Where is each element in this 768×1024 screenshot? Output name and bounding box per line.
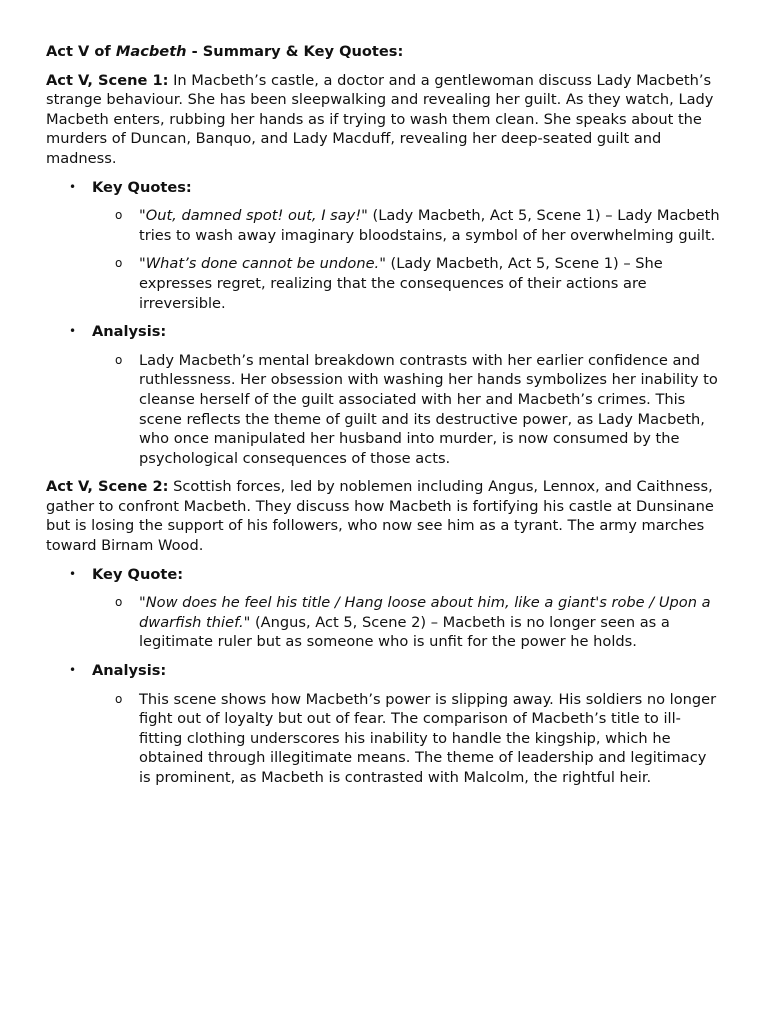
scene2-key-quote-label: Key Quote: <box>92 565 184 583</box>
scene1-summary-paragraph <box>46 71 722 169</box>
scene2-analysis-item <box>69 661 722 788</box>
bullet-marker: • <box>69 324 77 339</box>
scene1-quote-1-text: Out, damned spot! out, I say! <box>145 207 362 225</box>
scene1-quote-2 <box>115 254 722 313</box>
scene1-analysis-list <box>92 351 722 469</box>
scene2-key-quote-item <box>69 565 722 652</box>
document-title <box>46 42 722 62</box>
scene2-bullet-list <box>46 565 722 788</box>
title-prefix: Act V of <box>46 43 116 60</box>
bullet-marker: • <box>69 179 77 194</box>
scene1-key-quotes-label: Key Quotes: <box>92 178 192 196</box>
scene1-analysis-label: Analysis: <box>92 323 167 341</box>
scene2-quote-1-commentary: " (Angus, Act 5, Scene 2) – Macbeth is no longer seen as a legitimate ruler but as someone who is unfit for the power he holds. <box>139 613 670 651</box>
scene1-heading: Act V, Scene 1: <box>46 71 169 89</box>
scene2-quote-1 <box>115 593 722 652</box>
title-suffix: - Summary & Key Quotes: <box>186 43 404 60</box>
scene1-bullet-list <box>46 178 722 469</box>
sub-bullet-marker: o <box>115 352 123 367</box>
scene2-heading: Act V, Scene 2: <box>46 478 169 496</box>
bullet-marker: • <box>69 566 77 581</box>
scene1-quote-1-commentary: " (Lady Macbeth, Act 5, Scene 1) – Lady Macbeth tries to wash away imaginary bloodstains, a symbol of her overwhelming guilt. <box>139 207 720 244</box>
scene1-analysis-text-item <box>115 351 722 469</box>
bullet-marker: • <box>69 663 77 678</box>
scene2-quote-1-text: Now does he feel his title / Hang loose about him, like a giant's robe / Upon a dwarfish thief. <box>139 594 711 631</box>
scene2-summary-paragraph <box>46 477 722 555</box>
scene1-quote-2-commentary: " (Lady Macbeth, Act 5, Scene 1) – She expresses regret, realizing that the consequences of their actions are irreversible. <box>139 255 663 312</box>
scene2-analysis-text-item <box>115 690 722 788</box>
scene1-summary: In Macbeth’s castle, a doctor and a gentlewoman discuss Lady Macbeth’s strange behaviour. She has been sleepwalking and revealing her guilt. As they watch, Lady Macbeth enters, rubbing her hands as if trying to wash them clean. She speaks about the murders of Duncan, Banquo, and Lady Macduff, revealing her deep-seated guilt and madness. <box>46 71 714 167</box>
scene2-summary: Scottish forces, led by noblemen including Angus, Lennox, and Caithness, gather to confront Macbeth. They discuss how Macbeth is fortifying his castle at Dunsinane but is losing the support of his followers, who now see him as a tyrant. The army marches toward Birnam Wood. <box>46 478 714 555</box>
quote-open-mark: " <box>139 594 146 612</box>
scene1-analysis-text: Lady Macbeth’s mental breakdown contrasts with her earlier confidence and ruthlessness. Her obsession with washing her hands symbolizes her inability to cleanse herself of the guilt associated with her and Macbeth’s crimes. This scene reflects the theme of guilt and its destructive power, as Lady Macbeth, who once manipulated her husband into murder, is now consumed by the psychological consequences of those acts. <box>139 351 718 467</box>
quote-open-mark: " <box>139 207 146 225</box>
sub-bullet-marker: o <box>115 595 123 610</box>
scene2-analysis-text: This scene shows how Macbeth’s power is slipping away. His soldiers no longer fight out of loyalty but out of fear. The comparison of Macbeth’s title to ill-fitting clothing underscores his inability to handle the kingship, which he obtained through illegitimate means. The theme of leadership and legitimacy is prominent, as Macbeth is contrasted with Malcolm, the rightful heir. <box>139 690 717 786</box>
quote-open-mark: " <box>139 255 146 273</box>
scene1-quotes-list <box>92 206 722 313</box>
scene1-analysis-item <box>69 322 722 468</box>
sub-bullet-marker: o <box>115 256 123 271</box>
scene2-quotes-list <box>92 593 722 652</box>
scene1-key-quotes-item <box>69 178 722 314</box>
sub-bullet-marker: o <box>115 691 123 706</box>
scene1-quote-2-text: What’s done cannot be undone. <box>145 255 380 273</box>
scene1-quote-1 <box>115 206 722 245</box>
scene2-analysis-list <box>92 690 722 788</box>
sub-bullet-marker: o <box>115 208 123 223</box>
scene2-analysis-label: Analysis: <box>92 662 167 680</box>
title-play-name: Macbeth <box>115 43 187 60</box>
